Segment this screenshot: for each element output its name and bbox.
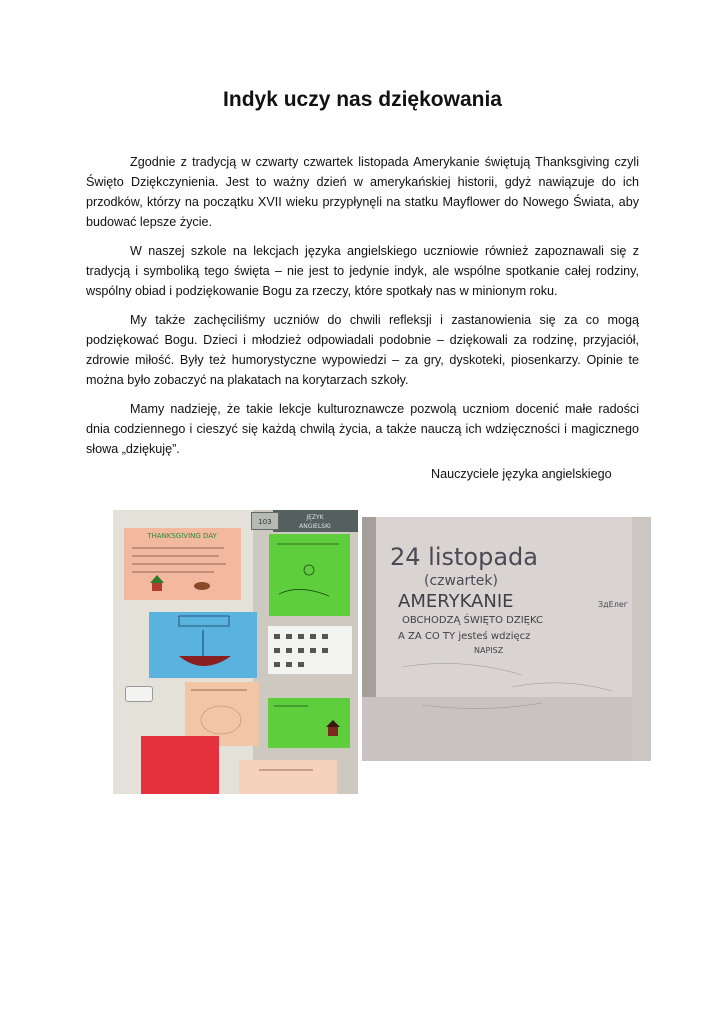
board-aside: ЗдЕлег	[598, 600, 628, 609]
poster-green	[269, 534, 350, 616]
room-sign	[273, 510, 358, 532]
handwritten-board-photo	[362, 517, 651, 761]
board-write: NAPISZ	[474, 646, 504, 655]
board-date: 24 listopada	[390, 543, 538, 571]
poster-red	[141, 736, 219, 794]
wall-switch	[125, 686, 153, 702]
article-body	[86, 152, 639, 468]
paragraph: My także zachęciliśmy uczniów do chwili refleksji i zastanowienia się za co mogą podziękować Bogu. Dzieci i młodzież odpowiadali podobnie – dziękowali za rodzinę, przyjaciół, zdrowie miłość. Były też humorystyczne wypowiedzi – za gry, dyskoteki, piosenkarzy. Opinie te można było zobaczyć na plakatach na korytarzach szkoły.	[86, 313, 639, 387]
poster-salmon	[124, 528, 241, 600]
paragraph: Mamy nadzieję, że takie lekcje kulturoznawcze pozwolą uczniom docenić małe radości dnia codziennego i cieszyć się każdą chwilą życia, a także nauczą ich wdzięczności i magicznego słowa „dziękuję”.	[86, 402, 639, 456]
board-americans: AMERYKANIE	[398, 591, 514, 612]
room-number-plate	[251, 512, 279, 530]
board-question: A ZA CO TY jesteś wdzięcz	[398, 631, 531, 642]
poster-blue	[149, 612, 257, 678]
sign-text: JĘZYK	[306, 514, 324, 521]
sign-text: ANGIELSKI	[299, 523, 331, 530]
document-title: Indyk uczy nas dziękowania	[223, 88, 502, 111]
poster-white	[268, 626, 352, 674]
board-line: OBCHODZĄ ŚWIĘTO DZIĘKC	[402, 615, 543, 626]
poster-peach-lower	[239, 760, 337, 794]
paragraph: Zgodnie z tradycją w czwarty czwartek listopada Amerykanie świętują Thanksgiving czyli Święto Dziękczynienia. Jest to ważny dzień w amerykańskiej historii, gdyż nawiązuje do ich przodków, którzy na początku XVII wieku przypłynęli na statku Mayflower do Nowego Świata, aby budować lepsze życie.	[86, 155, 639, 229]
paragraph: W naszej szkole na lekcjach języka angielskiego uczniowie również zapoznawali się z tradycją i symboliką tego święta – nie jest to jedynie indyk, ale wspólne spotkanie całej rodziny, wspólny obiad i podziękowanie Bogu za rzeczy, które spotkały nas w minionym roku.	[86, 244, 639, 298]
signature: Nauczyciele języka angielskiego	[431, 467, 612, 481]
corridor-posters-photo	[113, 510, 358, 794]
room-number: 103	[258, 518, 272, 526]
board-weekday: (czwartek)	[424, 573, 498, 589]
poster-green-lower	[268, 698, 350, 748]
poster-heading: THANKSGIVING DAY	[147, 532, 217, 540]
